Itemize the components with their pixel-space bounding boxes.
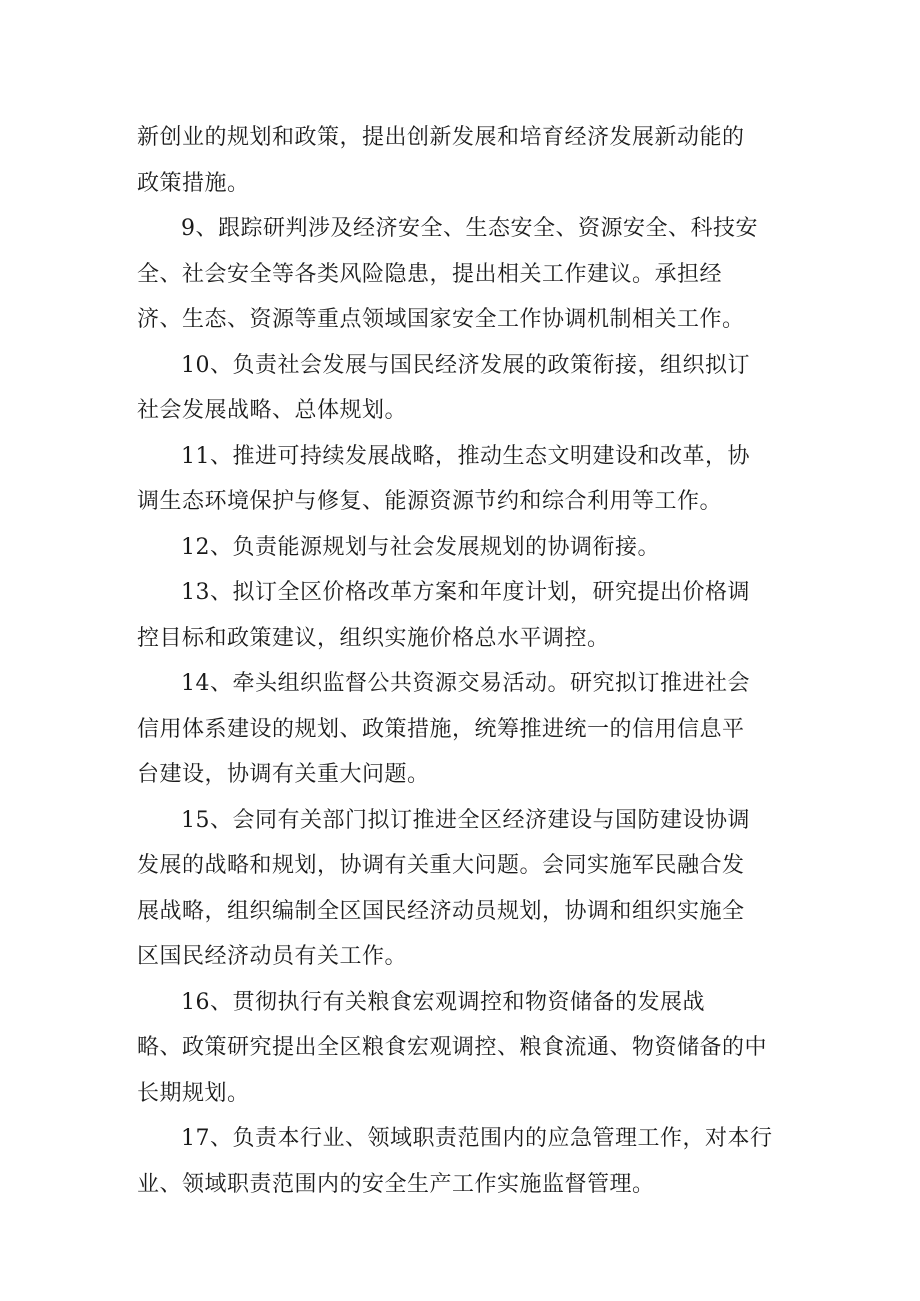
text-line: 13、拟订全区价格改革方案和年度计划，研究提出价格调 (181, 580, 750, 605)
text-line: 16、贯彻执行有关粮食宏观调控和物资储备的发展战 (181, 989, 705, 1015)
text-line: 14、牵头组织监督公共资源交易活动。研究拟订推进社会 (181, 671, 750, 696)
document-body (137, 115, 797, 1207)
text-line: 展战略，组织编制全区国民经济动员规划，协调和组织实施全 (137, 898, 745, 924)
text-line: 12、负责能源规划与社会发展规划的协调衔接。 (181, 534, 660, 560)
text-line: 17、负责本行业、领域职责范围内的应急管理工作，对本行 (181, 1126, 773, 1151)
text-line: 区国民经济动员有关工作。 (137, 944, 408, 969)
text-line: 台建设，协调有关重大问题。 (137, 762, 430, 787)
text-line: 政策措施。 (137, 170, 250, 196)
text-line: 业、领域职责范围内的安全生产工作实施监督管理。 (137, 1171, 655, 1197)
text-line: 全、社会安全等各类风险隐患，提出相关工作建议。承担经 (137, 261, 723, 287)
text-line: 新创业的规划和政策，提出创新发展和培育经济发展新动能的 (137, 125, 745, 150)
text-line: 发展的战略和规划，协调有关重大问题。会同实施军民融合发 (137, 853, 745, 878)
text-line: 15、会同有关部门拟订推进全区经济建设与国防建设协调 (181, 807, 750, 833)
text-line: 控目标和政策建议，组织实施价格总水平调控。 (137, 625, 610, 651)
text-line: 信用体系建设的规划、政策措施，统筹推进统一的信用信息平 (137, 716, 745, 742)
text-line: 济、生态、资源等重点领域国家安全工作协调机制相关工作。 (137, 307, 745, 332)
text-line: 11、推进可持续发展战略，推动生态文明建设和改革，协 (181, 443, 750, 469)
text-line: 9、跟踪研判涉及经济安全、生态安全、资源安全、科技安 (181, 216, 758, 241)
text-line: 社会发展战略、总体规划。 (137, 398, 408, 423)
text-line: 调生态环境保护与修复、能源资源节约和综合利用等工作。 (137, 489, 723, 514)
text-line: 略、政策研究提出全区粮食宏观调控、粮食流通、物资储备的中 (137, 1035, 768, 1060)
text-line: 10、负责社会发展与国民经济发展的政策衔接，组织拟订 (181, 352, 750, 378)
text-line: 长期规划。 (137, 1080, 250, 1106)
